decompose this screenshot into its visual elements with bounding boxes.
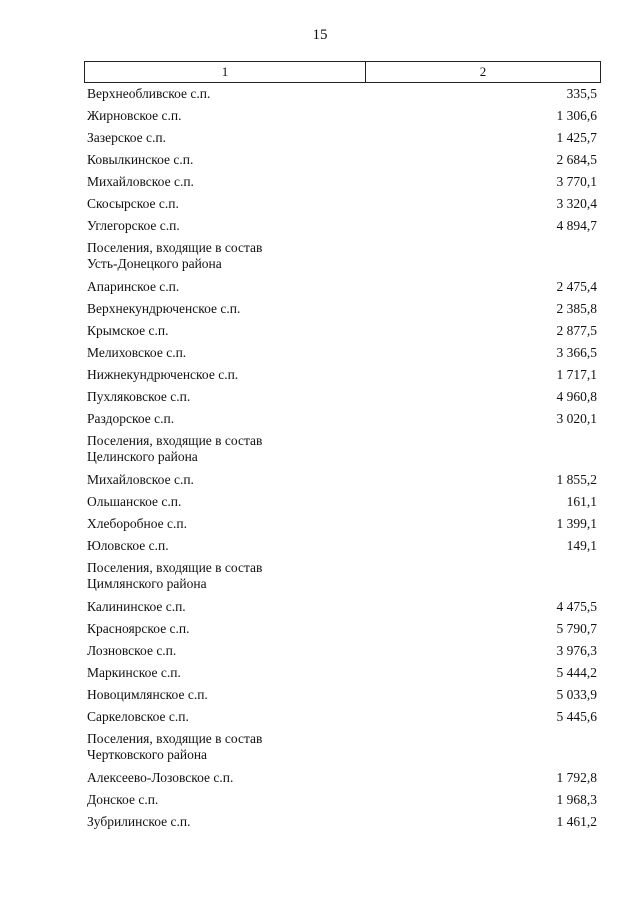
settlement-value: 149,1 [566,538,597,553]
table-row [84,472,601,494]
settlement-name: Красноярское с.п. [87,621,190,636]
table-row [84,621,601,643]
settlement-name: Поселения, входящие в состав Чертковского района [87,731,263,762]
settlement-value: 5 033,9 [556,687,597,702]
table-row [84,643,601,665]
settlement-name: Донское с.п. [87,792,159,807]
group-heading-row [84,731,601,770]
settlement-name: Хлеборобное с.п. [87,516,187,531]
settlement-value: 1 461,2 [556,814,597,829]
settlement-value: 1 399,1 [556,516,597,531]
table-row [84,86,601,108]
table-row [84,152,601,174]
settlement-name: Зубрилинское с.п. [87,814,191,829]
settlement-name: Михайловское с.п. [87,472,194,487]
settlement-value: 5 445,6 [556,709,597,724]
settlement-value: 1 717,1 [556,367,597,382]
settlement-name: Новоцимлянское с.п. [87,687,208,702]
group-heading-row [84,560,601,599]
settlement-value: 4 894,7 [556,218,597,233]
settlement-name: Раздорское с.п. [87,411,175,426]
settlement-value: 161,1 [566,494,597,509]
header-column-2: 2 [479,64,487,79]
settlement-name: Ольшанское с.п. [87,494,182,509]
table-row [84,792,601,814]
settlement-value: 1 968,3 [556,792,597,807]
settlement-name: Нижнекундрюченское с.п. [87,367,239,382]
settlement-value: 3 976,3 [556,643,597,658]
settlement-value: 5 790,7 [556,621,597,636]
settlement-name: Жирновское с.п. [87,108,182,123]
table-row [84,108,601,130]
settlement-value: 1 855,2 [556,472,597,487]
page-number: 15 [312,27,328,43]
group-heading-row [84,240,601,279]
settlement-value: 1 306,6 [556,108,597,123]
table-row [84,218,601,240]
table-row [84,367,601,389]
settlement-value: 3 320,4 [556,196,597,211]
table-row [84,389,601,411]
settlement-value: 2 684,5 [556,152,597,167]
table-body [84,86,601,836]
table-row [84,196,601,218]
settlement-value: 3 770,1 [556,174,597,189]
settlement-value: 335,5 [566,86,597,101]
settlement-name: Поселения, входящие в состав Целинского района [87,433,263,464]
table-row [84,345,601,367]
settlement-name: Алексеево-Лозовское с.п. [87,770,234,785]
settlement-value: 2 475,4 [556,279,597,294]
settlement-name: Пухляковское с.п. [87,389,191,404]
settlement-name: Калининское с.п. [87,599,186,614]
settlement-name: Саркеловское с.п. [87,709,189,724]
settlement-name: Углегорское с.п. [87,218,180,233]
settlement-name: Крымское с.п. [87,323,169,338]
settlement-value: 5 444,2 [556,665,597,680]
settlement-value: 4 475,5 [556,599,597,614]
table-row [84,301,601,323]
table-row [84,174,601,196]
group-heading-row [84,433,601,472]
settlement-value: 2 385,8 [556,301,597,316]
settlement-value: 3 366,5 [556,345,597,360]
settlement-name: Скосырское с.п. [87,196,179,211]
settlement-name: Верхнеобливское с.п. [87,86,211,101]
settlement-value: 1 425,7 [556,130,597,145]
settlement-name: Поселения, входящие в состав Цимлянского района [87,560,263,591]
settlement-name: Верхнекундрюченское с.п. [87,301,241,316]
settlement-name: Апаринское с.п. [87,279,180,294]
table-row [84,516,601,538]
table-row [84,494,601,516]
settlement-name: Поселения, входящие в состав Усть-Донецкого района [87,240,263,271]
table-row [84,411,601,433]
settlement-name: Лозновское с.п. [87,643,177,658]
data-table [84,61,601,836]
header-column-1: 1 [85,62,366,82]
table-row [84,323,601,345]
settlement-name: Ковылкинское с.п. [87,152,194,167]
settlement-value: 4 960,8 [556,389,597,404]
table-row [84,599,601,621]
table-row [84,709,601,731]
table-row [84,538,601,560]
settlement-value: 1 792,8 [556,770,597,785]
settlement-name: Зазерское с.п. [87,130,166,145]
settlement-name: Юловское с.п. [87,538,169,553]
table-row [84,770,601,792]
settlement-value: 2 877,5 [556,323,597,338]
table-header-row [84,61,601,83]
table-row [84,814,601,836]
settlement-name: Михайловское с.п. [87,174,194,189]
table-row [84,687,601,709]
settlement-value: 3 020,1 [556,411,597,426]
table-row [84,665,601,687]
table-row [84,279,601,301]
settlement-name: Маркинское с.п. [87,665,181,680]
table-row [84,130,601,152]
settlement-name: Мелиховское с.п. [87,345,187,360]
